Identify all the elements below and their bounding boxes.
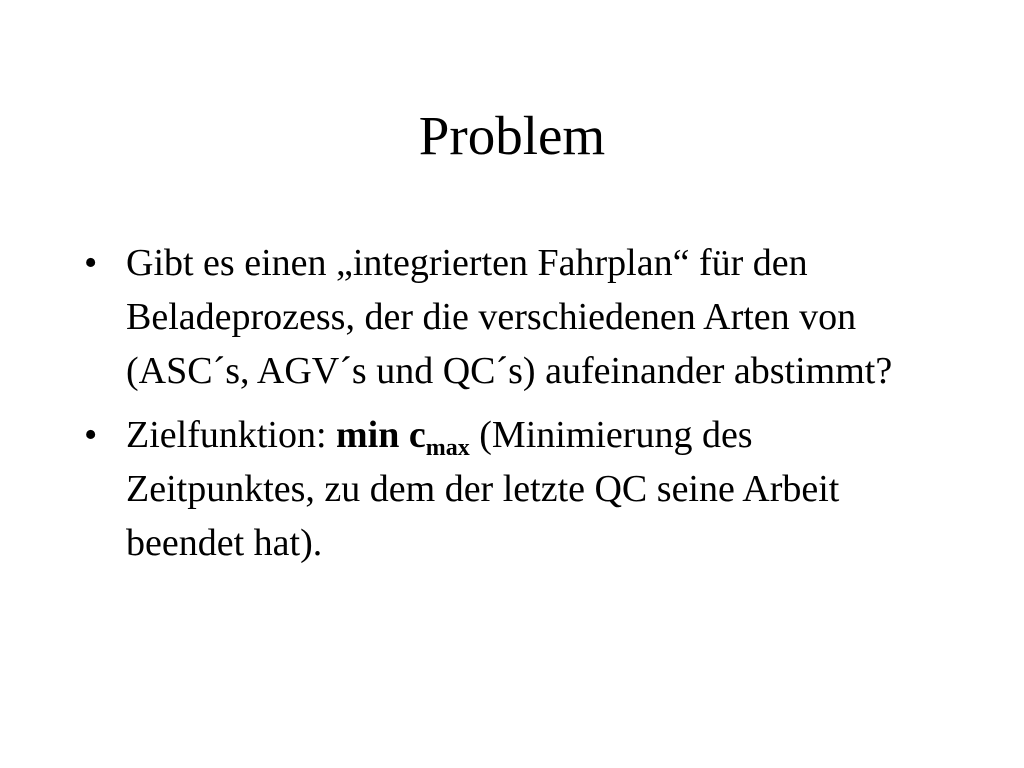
bullet-item-integrated-schedule <box>84 236 914 398</box>
bullet-marker: • <box>84 242 98 284</box>
objective-formula-main: min c <box>336 414 426 456</box>
objective-formula-subscript: max <box>425 435 470 461</box>
bullet-list <box>84 236 914 580</box>
bullet-marker: • <box>84 414 98 456</box>
slide-title: Problem <box>418 105 606 166</box>
objective-label: Zielfunktion: <box>126 414 337 456</box>
bullet-text: Gibt es einen „integrierten Fahrplan“ für den Beladeprozess, der die verschiedenen Arten von (ASC´s, AGV´s und QC´s) aufeinander abstimmt? <box>126 242 893 392</box>
bullet-item-objective-function <box>84 408 914 570</box>
objective-description: (Minimierung des Zeitpunktes, zu dem der letzte QC seine Arbeit beendet hat). <box>126 414 840 564</box>
